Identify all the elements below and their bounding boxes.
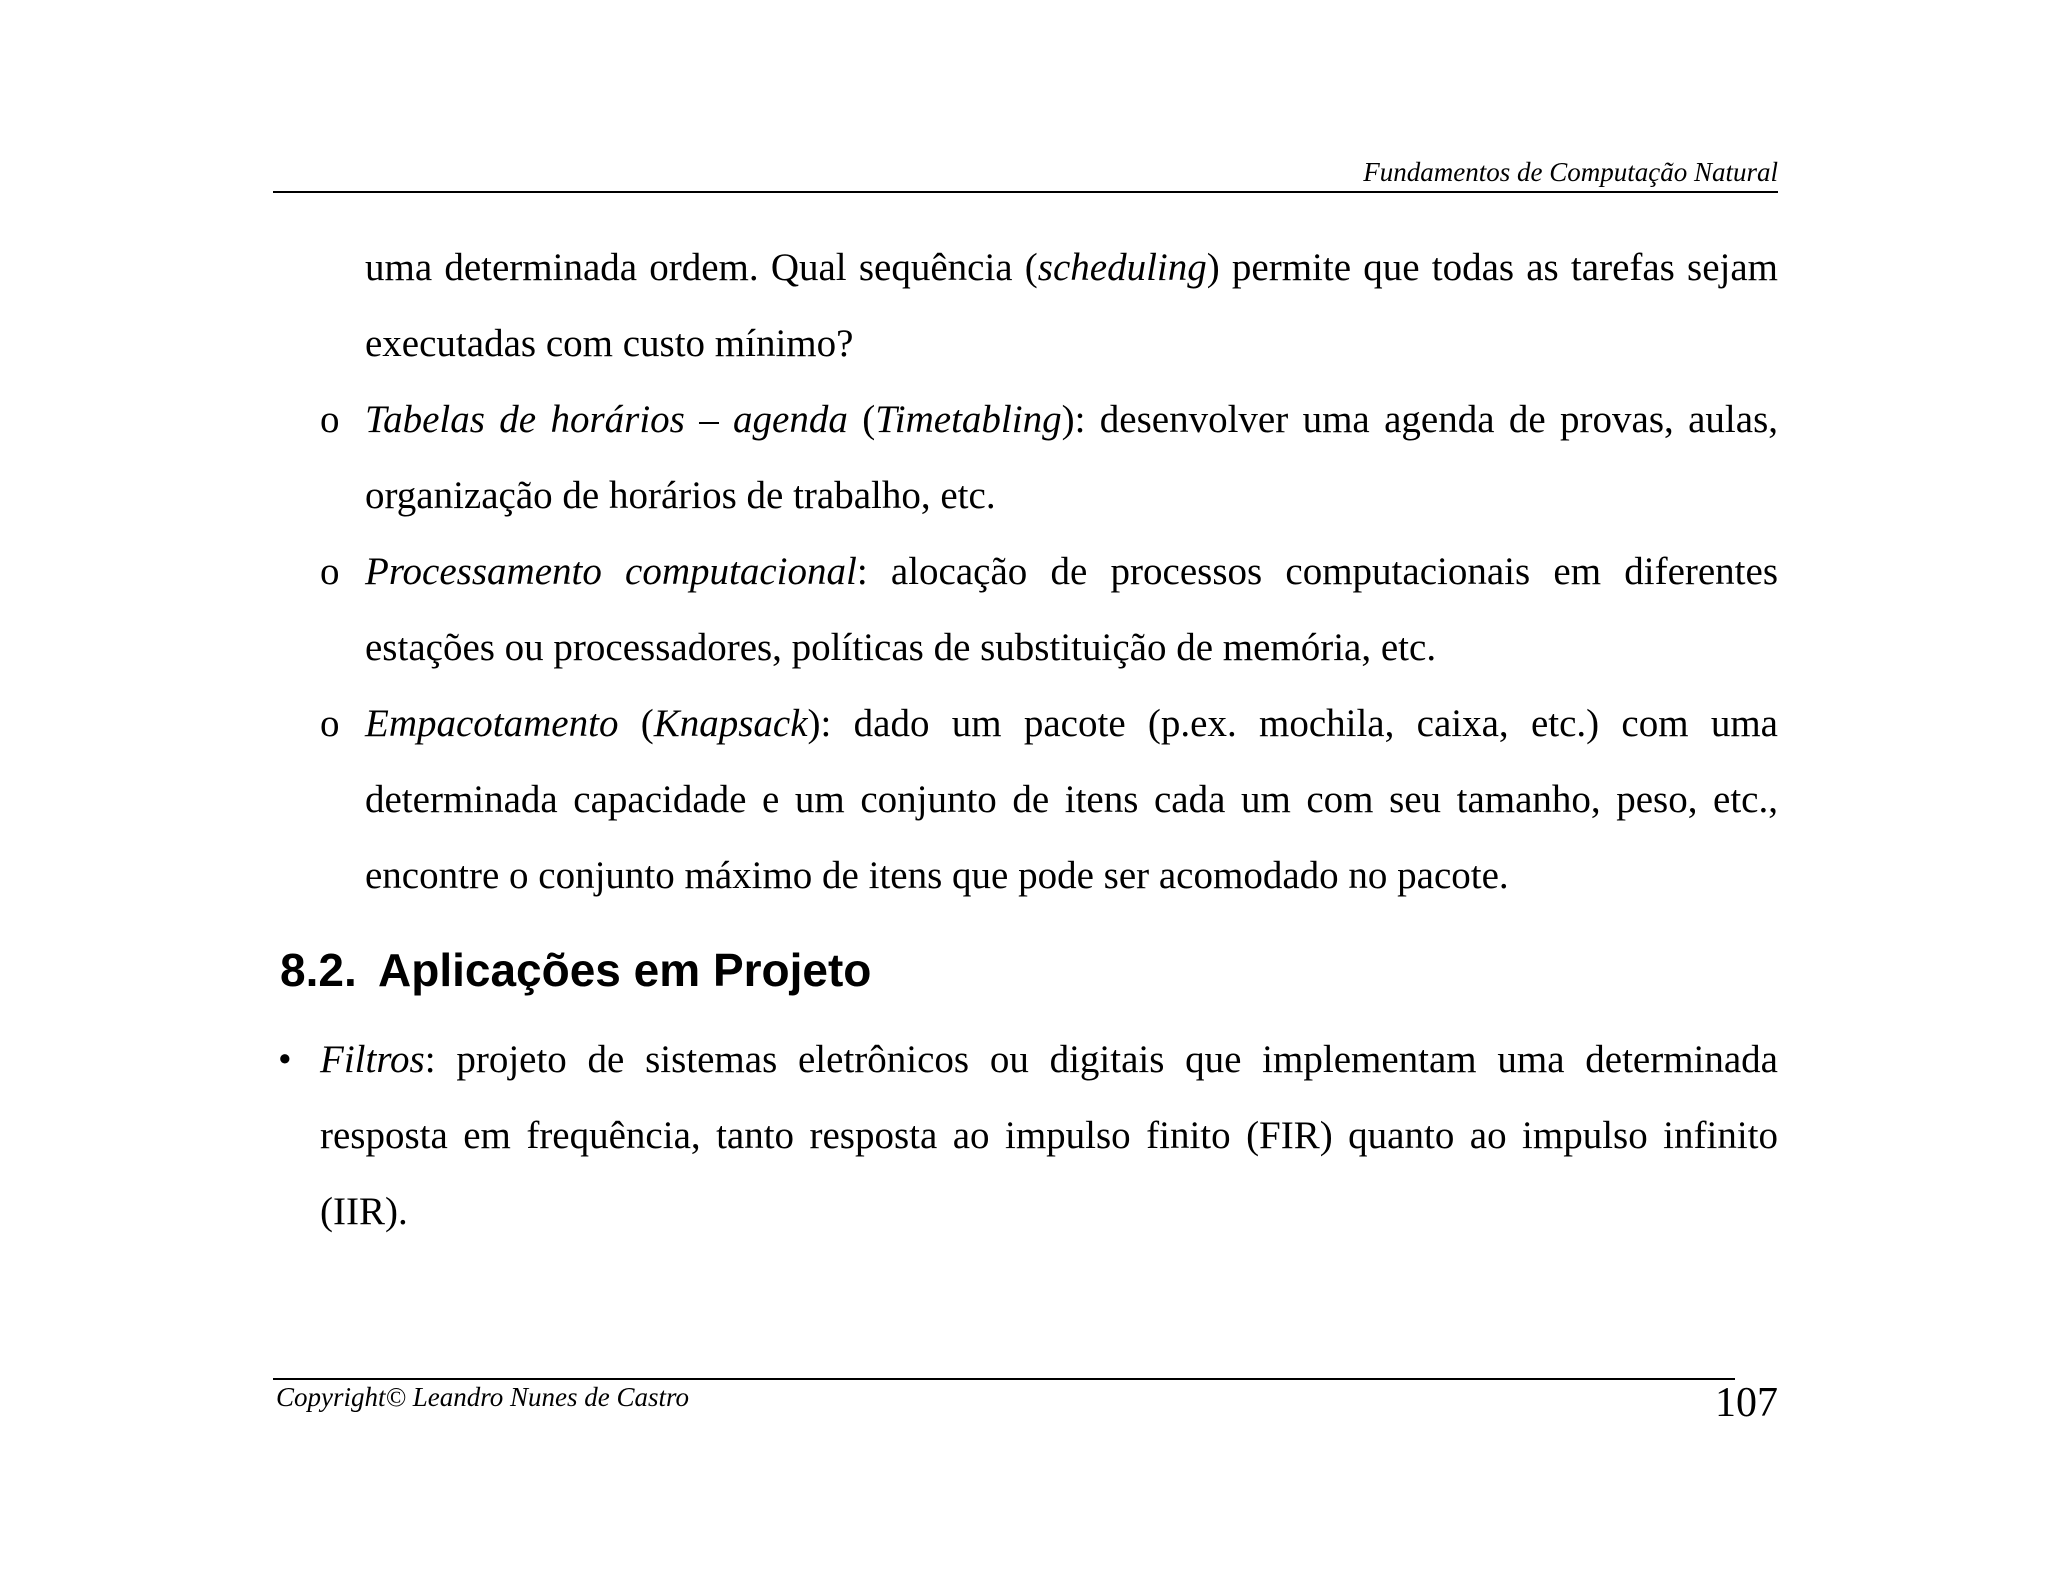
list-item-marker: o <box>320 702 340 745</box>
list-item-term: Empacotamento <box>365 702 619 745</box>
header-rule <box>273 191 1778 193</box>
section-heading <box>280 940 1778 1000</box>
continuation-text-start: uma determinada ordem. Qual sequência ( <box>365 246 1038 289</box>
page-number: 107 <box>1715 1380 1778 1426</box>
list-item-text: ): desenvolver uma agenda de provas, aulas, organização de horários de trabalho, etc. <box>365 398 1779 517</box>
list-item-empacotamento <box>270 686 1778 914</box>
list-item-timetabling <box>270 382 1778 534</box>
page-body <box>270 230 1778 1250</box>
list-item-mid: ( <box>618 702 654 745</box>
list-item-term-english: Knapsack <box>653 702 808 745</box>
continuation-term: scheduling <box>1037 246 1207 289</box>
list-item-term-english: Timetabling <box>875 398 1062 441</box>
running-header: Fundamentos de Computação Natural <box>1363 157 1778 187</box>
footer-rule <box>273 1378 1735 1380</box>
continuation-text-end: ) permite que todas as tarefas sejam executadas com custo mínimo? <box>365 246 1779 365</box>
list-item-text: : alocação de processos computacionais em diferentes estações ou processadores, políticas de substituição de memória, etc. <box>365 550 1778 669</box>
list-item-text: ): dado um pacote (p.ex. mochila, caixa, etc.) com uma determinada capacidade e um conjunto de itens cada um com seu tamanho, peso, etc., encontre o conjunto máximo de itens que pode ser acomodado no pacote. <box>365 702 1778 897</box>
bullet-item-filtros <box>270 1022 1778 1250</box>
list-item-term: Tabelas de horários – agenda <box>365 398 848 441</box>
bullet-item-text: : projeto de sistemas eletrônicos ou digitais que implementam uma determinada resposta em frequência, tanto resposta ao impulso finito (FIR) quanto ao impulso infinito (IIR). <box>320 1038 1778 1233</box>
section-number: 8.2. <box>280 944 357 996</box>
list-item-marker: o <box>320 398 340 441</box>
list-item-term: Processamento computacional <box>365 550 857 593</box>
list-item-mid: ( <box>847 398 876 441</box>
bullet-item-term: Filtros <box>320 1038 425 1081</box>
bullet-marker: • <box>278 1038 292 1081</box>
footer-copyright: Copyright© Leandro Nunes de Castro <box>276 1382 690 1412</box>
section-title: Aplicações em Projeto <box>378 944 872 996</box>
list-item-marker: o <box>320 550 340 593</box>
list-item-processamento <box>270 534 1778 686</box>
continuation-paragraph <box>270 230 1778 382</box>
